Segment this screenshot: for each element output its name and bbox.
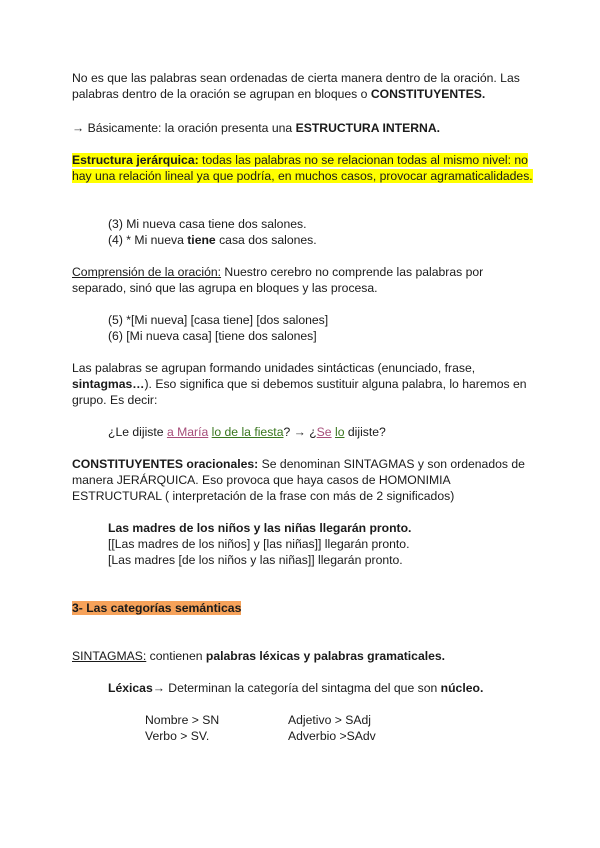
example-block-2 xyxy=(108,312,568,344)
text: ). Eso significa que si debemos sustituir alguna palabra, lo haremos en grupo. Es decir: xyxy=(72,377,527,407)
bold-text: sintagmas… xyxy=(72,377,145,391)
example-line: (5) *[Mi nueva] [casa tiene] [dos salones] xyxy=(108,313,329,327)
example-block-4 xyxy=(108,520,568,568)
paragraph-estructura-jerarquica xyxy=(72,152,542,184)
paragraph-comprension xyxy=(72,264,530,296)
example-line xyxy=(108,232,568,248)
paragraph-lexicas xyxy=(108,680,568,696)
text: Nuestro cerebro no comprende las palabras por separado, sinó que las agrupa en bloques y las procesa. xyxy=(72,265,484,295)
example-line: [Las madres [de los niños y las niñas]] llegarán pronto. xyxy=(108,553,403,567)
example-line: (3) Mi nueva casa tiene dos salones. xyxy=(108,217,307,231)
pink-underlined-text: Se xyxy=(316,425,332,439)
paragraph-constituyentes xyxy=(72,70,532,102)
green-underlined-text: lo xyxy=(334,425,345,439)
underlined-text: Comprensión de la oración: xyxy=(72,265,222,279)
example-block-1 xyxy=(108,216,568,248)
text: Se denominan SINTAGMAS y son ordenados de manera JERÁRQUICA. Eso provoca que haya casos de HOMONIMIA ESTRUCTURAL ( interpretación de la frase con más de 2 significados) xyxy=(72,457,525,503)
green-underlined-text: lo de la fiesta xyxy=(211,425,284,439)
example-block-3 xyxy=(108,424,568,440)
text: → Determinan la categoría del sintagma del que son xyxy=(152,681,441,695)
bold-text: Léxicas xyxy=(108,681,153,695)
category-row-1 xyxy=(145,712,535,728)
text: dijiste? xyxy=(344,425,386,439)
example-line: [[Las madres de los niños] y [las niñas]] llegarán pronto. xyxy=(108,537,410,551)
paragraph-constituyentes-oracionales xyxy=(72,456,538,504)
text: contienen xyxy=(146,649,206,663)
category-verbo: Verbo > SV. xyxy=(145,729,210,743)
text: → Básicamente: la oración presenta una xyxy=(72,121,296,135)
section-title: 3- Las categorías semánticas xyxy=(72,601,242,615)
category-adverbio: Adverbio >SAdv xyxy=(288,729,376,743)
text: ¿Le dijiste xyxy=(108,425,167,439)
bold-text: CONSTITUYENTES. xyxy=(370,87,486,101)
paragraph-estructura-interna xyxy=(72,120,532,136)
example-line-bold: Las madres de los niños y las niñas llegarán pronto. xyxy=(108,521,412,535)
bold-text: ESTRUCTURA INTERNA. xyxy=(295,121,441,135)
text: (4) * Mi nueva xyxy=(108,233,188,247)
example-line: (6) [Mi nueva casa] [tiene dos salones] xyxy=(108,329,317,343)
paragraph-sintagmas xyxy=(72,648,532,664)
example-line xyxy=(108,424,568,440)
text: ? → ¿ xyxy=(283,425,317,439)
text: No es que las palabras sean ordenadas de cierta manera dentro de la oración. Las palabras dentro de la oración se agrupan en bloques o xyxy=(72,71,520,101)
category-adjetivo: Adjetivo > SAdj xyxy=(288,713,371,727)
bold-text: Estructura jerárquica: xyxy=(72,153,199,167)
text: Las palabras se agrupan formando unidades sintácticas (enunciado, frase, xyxy=(72,361,476,375)
bold-text: palabras léxicas y palabras gramaticales. xyxy=(205,649,446,663)
section-heading xyxy=(72,600,532,616)
underlined-text: SINTAGMAS: xyxy=(72,649,147,663)
bold-text: núcleo. xyxy=(440,681,484,695)
paragraph-unidades-sintacticas xyxy=(72,360,534,408)
bold-text: tiene xyxy=(187,233,216,247)
bold-text: CONSTITUYENTES oracionales: xyxy=(72,457,259,471)
text: todas las palabras no se relacionan todas al mismo nivel: no hay una relación lineal ya que podría, en muchos casos, provocar agramaticalidades. xyxy=(72,153,533,183)
category-nombre: Nombre > SN xyxy=(145,713,220,727)
category-row-2 xyxy=(145,728,535,744)
pink-underlined-text: a María xyxy=(166,425,209,439)
text: casa dos salones. xyxy=(215,233,317,247)
highlighted-text xyxy=(72,153,533,183)
